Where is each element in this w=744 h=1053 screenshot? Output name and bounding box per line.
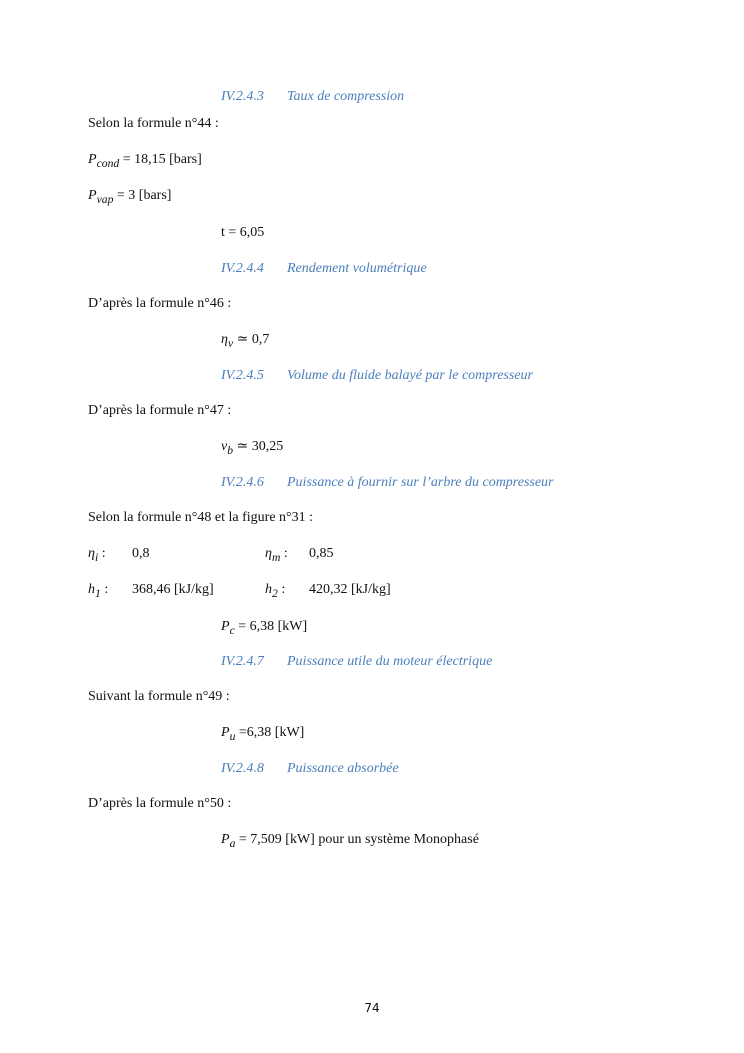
h1-label: $h_1$ : [88,582,109,600]
section-number: IV.2.4.8 [221,761,264,776]
eta-i-label: $\eta_i$ : [88,546,106,564]
section-heading [221,260,427,278]
section-heading [221,653,492,671]
paragraph: D’après la formule n°46 : [88,296,232,311]
values-row-h [88,581,488,599]
formula-pu: $P_u =6,38$ [kW] [221,725,305,743]
section-number: IV.2.4.6 [221,475,264,490]
page-number: 74 [364,1001,380,1015]
paragraph: Selon la formule n°48 et la figure n°31 : [88,510,314,525]
section-title: Puissance utile du moteur électrique [287,654,493,669]
section-heading [221,88,404,106]
section-number: IV.2.4.7 [221,654,264,669]
formula-pc: $P_c = 6,38$ [kW] [221,619,308,637]
paragraph: D’après la formule n°50 : [88,796,232,811]
formula-t: t = 6,05 [221,225,265,240]
formula-eta-v: $\eta_v$ ≃ 0,7 [221,332,270,350]
h2-value: 420,32 [kJ/kg] [309,582,391,597]
section-heading [221,760,399,778]
formula-vb: $v_b$ ≃ 30,25 [221,439,284,457]
section-number: IV.2.4.4 [221,261,264,276]
values-row-eta [88,545,488,563]
section-title: Volume du fluide balayé par le compresseur [287,368,533,383]
section-heading [221,367,533,385]
formula-pcond: $P_{cond} = 18,15$ [bars] [88,152,202,170]
section-number: IV.2.4.3 [221,89,264,104]
eta-m-value: 0,85 [309,546,334,561]
section-title: Puissance à fournir sur l’arbre du compresseur [287,475,554,490]
paragraph: D’après la formule n°47 : [88,403,232,418]
section-title: Rendement volumétrique [287,261,427,276]
formula-pvap: $P_{vap} = 3$ [bars] [88,188,172,206]
paragraph: Selon la formule n°44 : [88,116,219,131]
h1-value: 368,46 [kJ/kg] [132,582,214,597]
section-number: IV.2.4.5 [221,368,264,383]
h2-label: $h_2$ : [265,582,286,600]
eta-i-value: 0,8 [132,546,150,561]
section-title: Puissance absorbée [287,761,399,776]
eta-m-label: $\eta_m$ : [265,546,288,564]
section-heading [221,474,554,492]
formula-pa: $P_a = 7,509$ [kW] pour un système Monophasé [221,832,479,850]
section-title: Taux de compression [287,89,405,104]
paragraph: Suivant la formule n°49 : [88,689,230,704]
